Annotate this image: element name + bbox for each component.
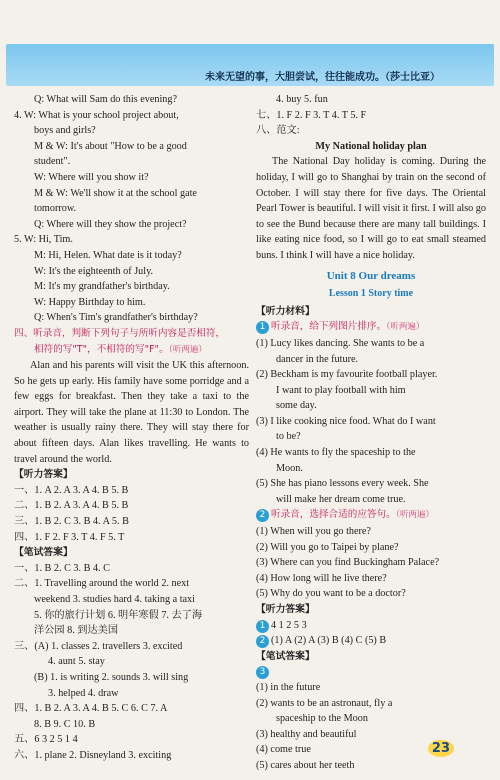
answer-2-line xyxy=(256,633,486,649)
answer-3-items xyxy=(256,680,486,774)
answer-2: (1) A (2) A (3) B (4) C (5) B xyxy=(271,635,387,647)
page-number: 23 xyxy=(428,740,454,757)
section4-label: 四、听录音，判断下列句子与所听内容是否相符， xyxy=(14,327,226,339)
q1-item: I want to play football with him xyxy=(276,384,406,396)
answer-line: 5. 你的旅行计划 6. 明年寒假 7. 去了海 xyxy=(34,609,203,621)
q1-tag: （听两遍） xyxy=(386,322,425,333)
q1-heading xyxy=(256,319,486,336)
answer-line: 八、范文: xyxy=(256,125,300,137)
answer-line: (B) 1. is writing 2. sounds 3. will sing xyxy=(34,671,189,683)
header-banner xyxy=(6,44,494,86)
dialogue-lines xyxy=(14,92,249,326)
dialogue-line: 4. W: What is your school project about, xyxy=(14,109,179,121)
dialogue-line: boys and girls? xyxy=(34,125,96,137)
left-column xyxy=(14,92,249,764)
passage: Alan and his parents will visit the UK this afternoon. So he gets up early. His family have some porridge and a few eggs for breakfast. Then they take a taxi to the airport. They will take the plane at 11:30 to London. The weather is usually rainy there. They will stay there for about fifteen days. Alan likes travelling. He wants to travel around the world. xyxy=(14,360,249,465)
answer-line: 二、1. B 2. A 3. A 4. B 5. B xyxy=(14,500,129,512)
unit-title: Unit 8 Our dreams xyxy=(326,269,416,282)
answer-line: 五、6 3 2 5 1 4 xyxy=(14,734,78,746)
q2-label: 听录音，选择合适的应答句。 xyxy=(271,509,396,521)
answer-2-number: 2 xyxy=(256,635,269,648)
q1-items xyxy=(256,336,486,508)
q2-item: (1) When will you go there? xyxy=(256,526,371,538)
answer-1-number: 1 xyxy=(256,620,269,633)
dialogue-line: W: Happy Birthday to him. xyxy=(34,296,146,308)
answer-3-item: (1) in the future xyxy=(256,681,321,693)
q1-item: some day. xyxy=(276,400,317,412)
answer-3-item: (4) come true xyxy=(256,744,311,756)
dialogue-line: M & W: It's about "How to be a good xyxy=(34,140,187,152)
dialogue-line: M: It's my grandfather's birthday. xyxy=(34,281,170,293)
answer-line: 三、(A) 1. classes 2. travellers 3. excited xyxy=(14,640,183,652)
q1-item: Moon. xyxy=(276,462,303,474)
q2-item: (3) Where can you find Buckingham Palace? xyxy=(256,557,440,569)
answer-line: 4. buy 5. fun xyxy=(276,94,328,105)
q1-item: (5) She has piano lessons every week. She xyxy=(256,478,429,490)
answer-3-item: (2) wants to be an astronaut, fly a xyxy=(256,697,393,709)
dialogue-line: student". xyxy=(34,156,71,168)
answer-line: 【听力答案】 xyxy=(14,469,73,481)
answer-line: 3. helped 4. draw xyxy=(48,687,119,699)
answer-3-heading xyxy=(256,664,486,680)
q2-item: (5) Why do you want to be a doctor? xyxy=(256,588,406,600)
right-column xyxy=(256,92,486,774)
listening-answers-label: 【听力答案】 xyxy=(256,604,315,615)
answer-line: 洋公园 8. 到达美国 xyxy=(34,625,119,637)
q2-heading xyxy=(256,507,486,524)
plan-title: My National holiday plan xyxy=(315,140,427,152)
lesson-title: Lesson 1 Story time xyxy=(328,288,414,300)
answer-line: 四、1. F 2. F 3. T 4. F 5. T xyxy=(14,531,125,543)
answer-line: 六、1. plane 2. Disneyland 3. exciting xyxy=(14,749,172,761)
answer-3-item: spaceship to the Moon xyxy=(276,713,368,725)
answer-line: 七、1. F 2. F 3. T 4. T 5. F xyxy=(256,109,367,121)
q2-items xyxy=(256,524,486,602)
q1-item: (4) He wants to fly the spaceship to the xyxy=(256,447,416,459)
q2-number: 2 xyxy=(256,509,269,522)
answer-3-item: (5) cares about her teeth xyxy=(256,759,355,771)
section4-label-2: 相符的写"T"，不相符的写"F"。 xyxy=(34,343,169,355)
answer-1-line xyxy=(256,618,486,634)
answer-line: 4. aunt 5. stay xyxy=(48,656,105,668)
dialogue-line: Q: When's Tim's grandfather's birthday? xyxy=(34,312,198,324)
dialogue-line: W: Where will you show it? xyxy=(34,171,149,183)
right-top-lines xyxy=(256,92,486,139)
banner-motto: 未来无望的事，大胆尝试，往往能成功。（莎士比亚） xyxy=(205,72,440,83)
dialogue-line: M: Hi, Helen. What date is it today? xyxy=(34,249,182,261)
q1-item: (3) I like cooking nice food. What do I want xyxy=(256,415,436,427)
answer-line: 三、1. B 2. C 3. B 4. A 5. B xyxy=(14,516,129,528)
answer-lines xyxy=(14,467,249,763)
dialogue-line: M & W: We'll show it at the school gate xyxy=(34,187,197,199)
answer-line: 二、1. Travelling around the world 2. next xyxy=(14,578,190,590)
dialogue-line: Q: Where will they show the project? xyxy=(34,218,187,230)
written-answers-label: 【笔试答案】 xyxy=(256,650,315,662)
answer-3-number: 3 xyxy=(256,666,269,679)
section4-tag: （听两遍） xyxy=(168,344,207,355)
q1-label: 听录音，给下列图片排序。 xyxy=(271,321,387,333)
answer-3-item: (3) healthy and beautiful xyxy=(256,728,357,740)
dialogue-line: W: It's the eighteenth of July. xyxy=(34,265,154,277)
q1-number: 1 xyxy=(256,321,269,334)
answer-line: 一、1. B 2. C 3. B 4. C xyxy=(14,562,110,574)
dialogue-line: tomorrow. xyxy=(34,203,77,215)
answer-line: 一、1. A 2. A 3. A 4. B 5. B xyxy=(14,484,129,496)
answer-1: 4 1 2 5 3 xyxy=(271,619,307,631)
q2-tag: （听两遍） xyxy=(395,510,434,521)
section4-label2 xyxy=(14,342,249,359)
answer-line: 四、1. B 2. A 3. A 4. B 5. C 6. C 7. A xyxy=(14,703,168,715)
q1-item: dancer in the future. xyxy=(276,353,359,365)
q1-item: will make her dream come true. xyxy=(276,493,406,505)
q1-item: to be? xyxy=(276,431,301,443)
dialogue-line: 5. W: Hi, Tim. xyxy=(14,234,73,246)
listening-material-label: 【听力材料】 xyxy=(256,305,315,317)
dialogue-line: Q: What will Sam do this evening? xyxy=(34,94,177,105)
answer-line: weekend 3. studies hard 4. taking a taxi xyxy=(34,594,195,605)
answer-line: 【笔试答案】 xyxy=(14,547,73,559)
q2-item: (4) How long will he live there? xyxy=(256,572,387,584)
q1-item: (1) Lucy likes dancing. She wants to be a xyxy=(256,337,425,349)
q1-item: (2) Beckham is my favourite football player. xyxy=(256,369,438,381)
q2-item: (2) Will you go to Taipei by plane? xyxy=(256,541,399,553)
essay: The National Day holiday is coming. During the holiday, I will go to Shanghai by train on the second of October. I will stay there for five days. The Oriental Pearl Tower is beautiful. I will visit it first. I will also go to see the Bund because there are many tall buildings. I like eating nice food, so I will go to eat small steamed buns. I think I will have a nice holiday. xyxy=(256,156,486,261)
answer-line: 8. B 9. C 10. B xyxy=(34,718,96,730)
